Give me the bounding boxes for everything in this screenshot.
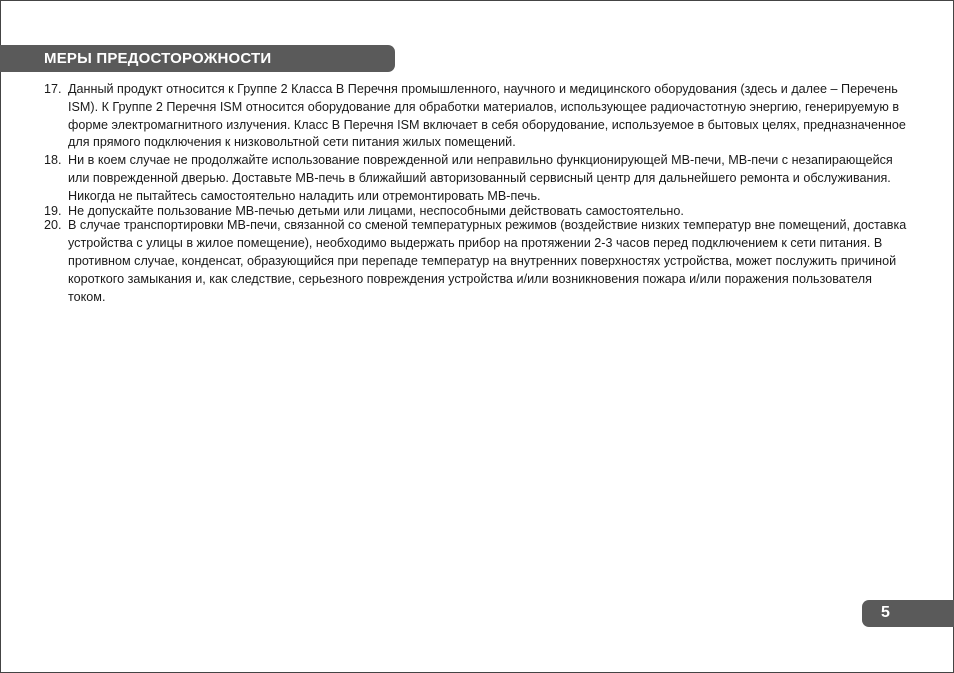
item-text: Данный продукт относится к Группе 2 Класса B Перечня промышленного, научного и медицинского оборудования (здесь и далее – Перечень ISM). К Группе 2 Перечня ISM относится оборудование для обработки материалов, использующее радиочастотную энергию, генерируемую в форме электромагнитного излучения. Класс B Перечня ISM включает в себя оборудование, используемое в бытовых целях, предназначенное для прямого подключения к низковольтной сети питания жилых помещений. [68, 82, 906, 150]
list-item-17 [44, 81, 910, 152]
item-number: 18. [44, 153, 62, 168]
precautions-list [44, 81, 910, 306]
item-number: 17. [44, 82, 62, 96]
page-number: 5 [881, 604, 890, 621]
item-text: Ни в коем случае не продолжайте использование поврежденной или неправильно функционирующей МВ-печи, МВ-печи с незапирающейся или поврежденной дверью. Доставьте МВ-печь в ближайший авторизованный сервисный центр для дальнейшего ремонта и обслуживания. Никогда не пытайтесь самостоятельно наладить или отремонтировать МВ-печь. [68, 153, 893, 203]
page-number-tab [862, 600, 954, 627]
section-title: МЕРЫ ПРЕДОСТОРОЖНОСТИ [44, 50, 272, 67]
item-number: 19. [44, 203, 62, 218]
item-text: Не допускайте пользование МВ-печью детьми или лицами, неспособными действовать самостоятельно. [68, 203, 684, 218]
list-item-20 [44, 217, 910, 306]
item-number: 20. [44, 218, 62, 233]
list-item-18 [44, 152, 910, 205]
section-header [0, 45, 395, 72]
item-text: В случае транспортировки МВ-печи, связанной со сменой температурных режимов (воздействие низких температур вне помещений, доставка устройства с улицы в жилое помещение), необходимо выдержать прибор на протяжении 2-3 часов перед подключением к сети питания. В противном случае, конденсат, образующийся при перепаде температур на внутренних поверхностях устройства, может послужить причиной короткого замыкания и, как следствие, серьезного повреждения устройства и/или возникновения пожара и/или поражения пользователя током. [68, 218, 907, 304]
